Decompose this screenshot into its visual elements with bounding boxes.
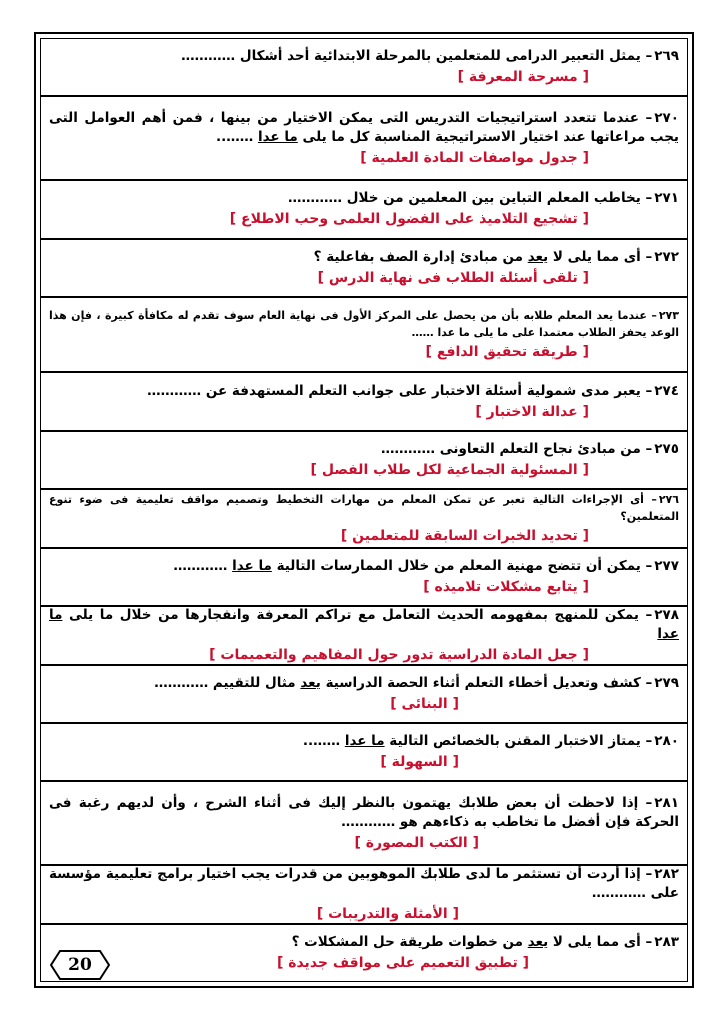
question-text: ٢٨٠– يمتاز الاختبار المقنن بالخصائص التالية ما عدا ……..: [302, 733, 679, 750]
answer-text: [ السهولة ]: [380, 754, 459, 771]
question-text: ٢٧٢– أى مما يلى لا يعد من مبادئ إدارة الصف بفاعلية ؟: [313, 248, 679, 265]
question-block: [41, 39, 687, 95]
question-block: [41, 488, 687, 546]
question-text: ٢٧٩– كشف وتعديل أخطاء التعلم أثناء الحصة الدراسية يعد مثال للتقييم …………: [154, 674, 679, 691]
question-block: [41, 179, 687, 237]
question-text: ٢٧٨– يمكن للمنهج بمفهومه الحديث التعامل مع تراكم المعرفة وانفجارها من خلال ما يلى ما عدا: [49, 606, 679, 642]
question-text: ٢٨٢– إذا أردت أن تستثمر ما لدى طلابك الموهوبين من قدرات يجب اختيار برامج تعليمية مؤسسة على …………: [49, 865, 679, 901]
question-text: ٢٧٥– من مبادئ نجاح التعلم التعاونى …………: [381, 441, 679, 458]
question-text: ٢٧٦– أى الإجراءات التالية تعبر عن تمكن المعلم من مهارات التخطيط وتصميم مواقف تعليمية فى ضوء تنوع المتعلمين؟: [49, 492, 679, 523]
question-block: [41, 864, 687, 922]
answer-text: [ الأمثلة والتدريبات ]: [316, 905, 459, 922]
answer-text: [ جعل المادة الدراسية تدور حول المفاهيم والتعميمات ]: [209, 646, 589, 663]
question-text: ٢٧٧– يمكن أن تتضح مهنية المعلم من خلال الممارسات التالية ما عدا …………: [173, 557, 679, 574]
answer-text: [ عدالة الاختبار ]: [475, 403, 589, 420]
answer-text: [ يتابع مشكلات تلاميذه ]: [423, 578, 589, 595]
question-block: [41, 430, 687, 488]
answer-text: [ جدول مواصفات المادة العلمية ]: [360, 149, 589, 166]
answer-text: [ البنائى ]: [390, 695, 459, 712]
answer-text: [ تحديد الخبرات السابقة للمتعلمين ]: [340, 527, 589, 544]
question-text: ٢٦٩– يمثل التعبير الدرامى للمتعلمين بالمرحلة الابتدائية أحد أشكال …………: [181, 48, 679, 65]
question-block: [41, 923, 687, 981]
question-text: ٢٧١– يخاطب المعلم التباين بين المعلمين من خلال …………: [288, 190, 679, 207]
question-text: ٢٨١– إذا لاحظت أن بعض طلابك يهتمون بالنظر إليك فى أثناء الشرح ، وأن لديهم رغبة فى الحركة فإن أفضل ما تخاطب به ذكاءهم هو …………: [49, 794, 679, 830]
page-number: 20: [68, 955, 92, 975]
question-text: ٢٨٣– أى مما يلى لا يعد من خطوات طريقة حل المشكلات ؟: [291, 933, 679, 950]
question-block: [41, 664, 687, 722]
answer-text: [ المسئولية الجماعية لكل طلاب الفصل ]: [310, 462, 589, 479]
answer-text: [ الكتب المصورة ]: [354, 834, 479, 851]
question-block: [41, 296, 687, 371]
answer-text: [ طريقة تحقيق الدافع ]: [425, 344, 589, 361]
question-block: [41, 780, 687, 864]
answer-text: [ تلقى أسئلة الطلاب فى نهاية الدرس ]: [317, 269, 589, 286]
question-block: [41, 722, 687, 780]
questions-frame: [40, 38, 688, 982]
question-text: ٢٧٣– عندما يعد المعلم طلابه بأن من يحصل على المركز الأول فى نهاية العام سوف تقدم له مكافأة كبيرة ، فإن هذا الوعد يحفز الطلاب معتمدا على ما يلى ما عدا ……: [49, 309, 679, 340]
question-block: [41, 238, 687, 296]
question-text: ٢٧٤– يعبر مدى شمولية أسئلة الاختبار على جوانب التعلم المستهدفة عن …………: [147, 382, 679, 399]
question-block: [41, 547, 687, 605]
question-block: [41, 371, 687, 429]
page-number-badge: [50, 950, 110, 980]
question-text: ٢٧٠– عندما تتعدد استراتيجيات التدريس التى يمكن الاختيار من بينها ، فمن أهم العوامل التى يجب مراعاتها عند اختيار الاستراتيجية المناسبة كل ما يلى ما عدا ……..: [49, 109, 679, 145]
answer-text: [ تطبيق التعميم على مواقف جديدة ]: [276, 954, 529, 971]
question-block: [41, 605, 687, 663]
answer-text: [ تشجيع التلاميذ على الفضول العلمى وحب الاطلاع ]: [229, 211, 589, 228]
question-block: [41, 95, 687, 179]
answer-text: [ مسرحة المعرفة ]: [457, 69, 589, 86]
